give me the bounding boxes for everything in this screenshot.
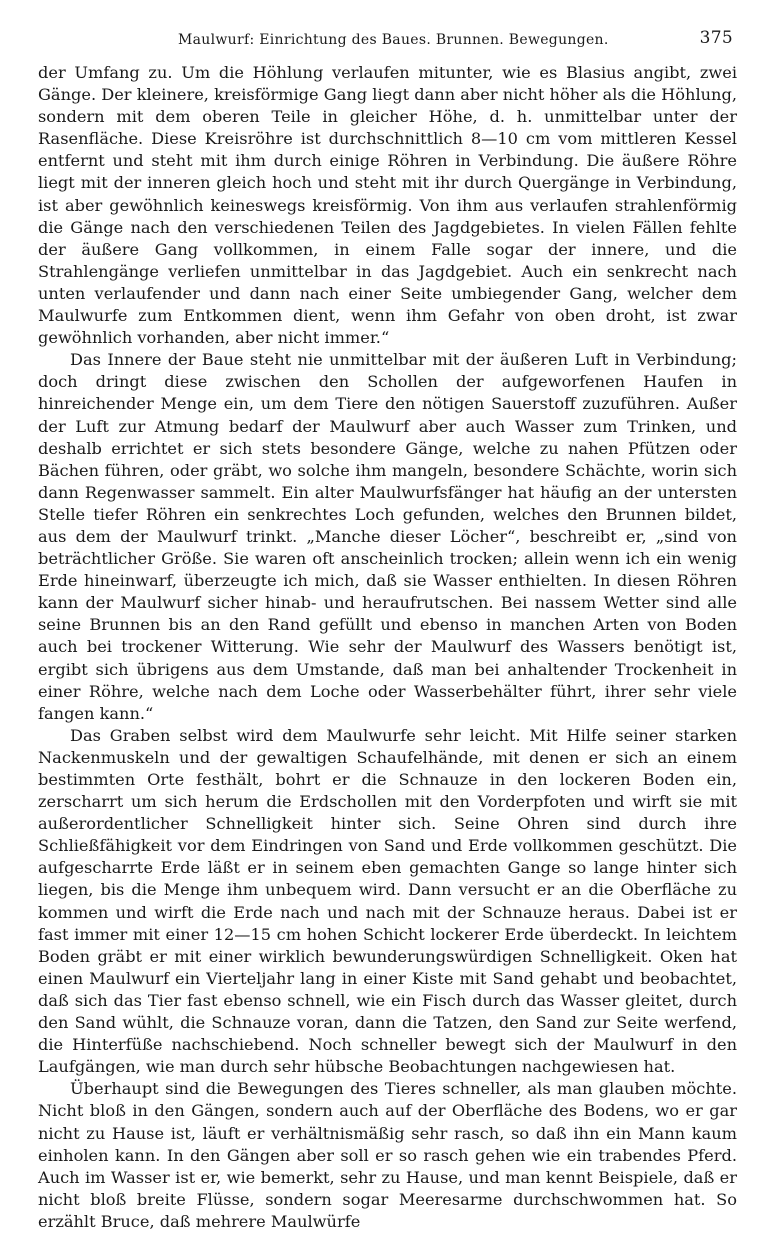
paragraph-movements: Überhaupt sind die Bewegungen des Tieres schneller, als man glauben möchte. Nicht bloß in den Gängen, sondern auch auf der Oberfläche des Bodens, wo er gar nicht zu Hause ist, läuft er verhältnismäßig sehr rasch, so daß ihn ein Mann kaum einholen kann. In den Gängen aber soll er so rasch gehen wie ein trabendes Pferd. Auch im Wasser ist er, wie bemerkt, sehr zu Hause, und man kennt Beispiele, daß er nicht bloß breite Flüsse, sondern sogar Meeresarme durchschwommen hat. So erzählt Bruce, daß mehrere Maulwürfe (38, 1079, 737, 1231)
body-text (38, 62, 737, 1233)
running-title: Maulwurf: Einrichtung des Baues. Brunnen. Bewegungen. (178, 32, 609, 48)
page-number: 375 (699, 28, 733, 48)
paragraph-digging: Das Graben selbst wird dem Maulwurfe sehr leicht. Mit Hilfe seiner starken Nackenmuskeln und der gewaltigen Schaufelhände, mit denen er sich an einem bestimmten Orte festhält, bohrt er die Schnauze in den lockeren Boden ein, zerscharrt um sich herum die Erdschollen mit den Vorderpfoten und wirft sie mit außerordentlicher Schnelligkeit hinter sich. Seine Ohren sind durch ihre Schließfähigkeit vor dem Eindringen von Sand und Erde vollkommen geschützt. Die aufgescharrte Erde läßt er in seinem eben gemachten Gange so lange hinter sich liegen, bis die Menge ihm unbequem wird. Dann versucht er an die Oberfläche zu kommen und wirft die Erde nach und nach mit der Schnauze heraus. Dabei ist er fast immer mit einer 12—15 cm hohen Schicht lockerer Erde überdeckt. In leichtem Boden gräbt er mit einer wirklich bewunderungswürdigen Schnelligkeit. Oken hat einen Maulwurf ein Vierteljahr lang in einer Kiste mit Sand gehabt und beobachtet, daß sich das Tier fast ebenso schnell, wie ein Fisch durch das Wasser gleitet, durch den Sand wühlt, die Schnauze voran, dann die Tatzen, den Sand zur Seite werfend, die Hinterfüße nachschiebend. Noch schneller bewegt sich der Maulwurf in den Laufgängen, wie man durch sehr hübsche Beobachtungen nachgewiesen hat. (38, 725, 737, 1077)
paragraph-air-and-water: Das Innere der Baue steht nie unmittelbar mit der äußeren Luft in Verbindung; doch dringt diese zwischen den Schollen der aufgeworfenen Haufen in hinreichender Menge ein, um dem Tiere den nötigen Sauerstoff zuzuführen. Außer der Luft zur Atmung bedarf der Maulwurf aber auch Wasser zum Trinken, und deshalb errichtet er sich stets besondere Gänge, welche zu nahen Pfützen oder Bächen führen, oder gräbt, wo solche ihm mangeln, besondere Schächte, worin sich dann Regenwasser sammelt. Ein alter Maulwurfsfänger hat häufig an der untersten Stelle tiefer Röhren ein senkrechtes Loch gefunden, welches den Brunnen bildet, aus dem der Maulwurf trinkt. „Manche dieser Löcher“, beschreibt er, „sind von beträchtlicher Größe. Sie waren oft anscheinlich trocken; allein wenn ich ein wenig Erde hineinwarf, überzeugte ich mich, daß sie Wasser enthielten. In diesen Röhren kann der Maulwurf sicher hinab- und heraufrutschen. Bei nassem Wetter sind alle seine Brunnen bis an den Rand gefüllt und ebenso in manchen Arten von Boden auch bei trockener Witterung. Wie sehr der Maulwurf des Wassers benötigt ist, ergibt sich übrigens aus dem Umstande, daß man bei anhaltender Trockenheit in einer Röhre, welche nach dem Loche oder Wasserbehälter führt, ihrer sehr viele fangen kann.“ (38, 350, 737, 723)
paragraph-continuation: der Umfang zu. Um die Höhlung verlaufen mitunter, wie es Blasius angibt, zwei Gänge. Der kleinere, kreisförmige Gang liegt dann aber nicht höher als die Höhlung, sondern mit dem oberen Teile in gleicher Höhe, d. h. unmittelbar unter der Rasenfläche. Diese Kreisröhre ist durchschnittlich 8—10 cm vom mittleren Kessel entfernt und steht mit ihm durch einige Röhren in Verbindung. Die äußere Röhre liegt mit der inneren gleich hoch und steht mit ihr durch Quergänge in Verbindung, ist aber gewöhnlich keineswegs kreisförmig. Von ihm aus verlaufen strahlenförmig die Gänge nach den verschiedenen Teilen des Jagdgebietes. In vielen Fällen fehlte der äußere Gang vollkommen, in einem Falle sogar der innere, und die Strahlengänge verliefen unmittelbar in das Jagdgebiet. Auch ein senkrecht nach unten verlaufender und dann nach einer Seite umbiegender Gang, welcher dem Maulwurfe zum Entkommen dient, wenn ihm Gefahr von oben droht, ist zwar gewöhnlich vorhanden, aber nicht immer.“ (38, 63, 737, 348)
running-header (38, 26, 737, 52)
